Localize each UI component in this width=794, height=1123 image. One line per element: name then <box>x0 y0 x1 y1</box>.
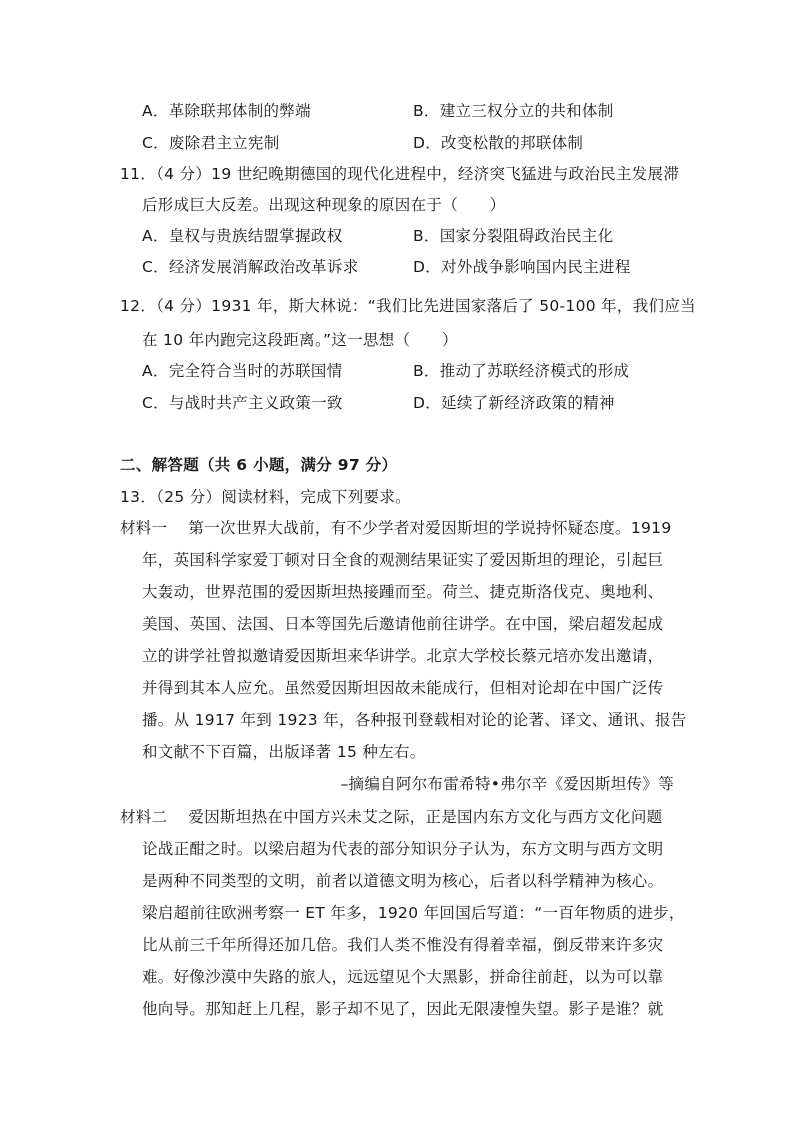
q11-option-b: B．国家分裂阻碍政治民主化 <box>413 227 614 245</box>
material2-line7: 他向导。那知赶上几程，影子却不见了，因此无限凄惶失望。影子是谁？就 <box>142 1000 664 1018</box>
q13-intro: 13．（25 分）阅读材料，完成下列要求。 <box>120 488 411 506</box>
material1-line1: 材料一 第一次世界大战前，有不少学者对爱因斯坦的学说持怀疑态度。1919 <box>120 519 672 537</box>
q11-stem-line1: 11．（4 分）19 世纪晚期德国的现代化进程中，经济突飞猛进与政治民主发展滞 <box>120 165 680 183</box>
material1-line6: 并得到其本人应允。虽然爱因斯坦因故未能成行，但相对论却在中国广泛传 <box>142 679 664 697</box>
q11-stem-line2: 后形成巨大反差。出现这种现象的原因在于（ ） <box>142 196 506 214</box>
q10-option-d: D．改变松散的邦联体制 <box>413 134 584 152</box>
q11-option-c: C．经济发展消解政治改革诉求 <box>142 258 359 276</box>
q12-option-b: B．推动了苏联经济模式的形成 <box>413 362 630 380</box>
q10-option-a: A．革除联邦体制的弊端 <box>142 102 311 120</box>
material1-line8: 和文献不下百篇，出版译著 15 种左右。 <box>142 743 426 761</box>
section-heading: 二、解答题（共 6 小题，满分 97 分） <box>120 456 398 474</box>
material1-source: –摘编自阿尔布雷希特•弗尔辛《爱因斯坦传》等 <box>340 775 674 793</box>
material1-line4: 美国、英国、法国、日本等国先后邀请他前往讲学。在中国，梁启超发起成 <box>142 615 664 633</box>
material1-line7: 播。从 1917 年到 1923 年，各种报刊登载相对论的论著、译文、通讯、报告 <box>142 711 687 729</box>
material1-line2: 年，英国科学家爱丁顿对日全食的观测结果证实了爱因斯坦的理论，引起巨 <box>142 551 664 569</box>
material2-line5: 比从前三千年所得还加几倍。我们人类不惟没有得着幸福，倒反带来许多灾 <box>142 936 664 954</box>
q10-option-c: C．废除君主立宪制 <box>142 134 280 152</box>
q12-stem-line2: 在 10 年内跑完这段距离。”这一思想（ ） <box>142 331 458 349</box>
q11-option-a: A．皇权与贵族结盟掌握政权 <box>142 227 343 245</box>
material2-line3: 是两种不同类型的文明，前者以道德文明为核心，后者以科学精神为核心。 <box>142 872 664 890</box>
material2-line6: 难。好像沙漠中失路的旅人，远远望见个大黑影，拼命往前赶，以为可以靠 <box>142 968 664 986</box>
q11-option-d: D．对外战争影响国内民主进程 <box>413 258 631 276</box>
q10-option-b: B．建立三权分立的共和体制 <box>413 102 614 120</box>
q12-option-c: C．与战时共产主义政策一致 <box>142 394 343 412</box>
material1-line3: 大轰动，世界范围的爱因斯坦热接踵而至。荷兰、捷克斯洛伐克、奥地利、 <box>142 583 664 601</box>
q12-option-d: D．延续了新经济政策的精神 <box>413 394 615 412</box>
material2-line2: 论战正酣之时。以梁启超为代表的部分知识分子认为，东方文明与西方文明 <box>142 840 664 858</box>
material2-line4: 梁启超前往欧洲考察一 ET 年多，1920 年回国后写道：“一百年物质的进步， <box>142 904 685 922</box>
q12-option-a: A．完全符合当时的苏联国情 <box>142 362 343 380</box>
q12-stem-line1: 12．（4 分）1931 年，斯大林说：“我们比先进国家落后了 50-100 年，我们应当 <box>120 297 696 315</box>
material1-line5: 立的讲学社曾拟邀请爱因斯坦来华讲学。北京大学校长蔡元培亦发出邀请， <box>142 647 664 665</box>
material2-line1: 材料二 爱因斯坦热在中国方兴未艾之际，正是国内东方文化与西方文化问题 <box>120 808 663 826</box>
